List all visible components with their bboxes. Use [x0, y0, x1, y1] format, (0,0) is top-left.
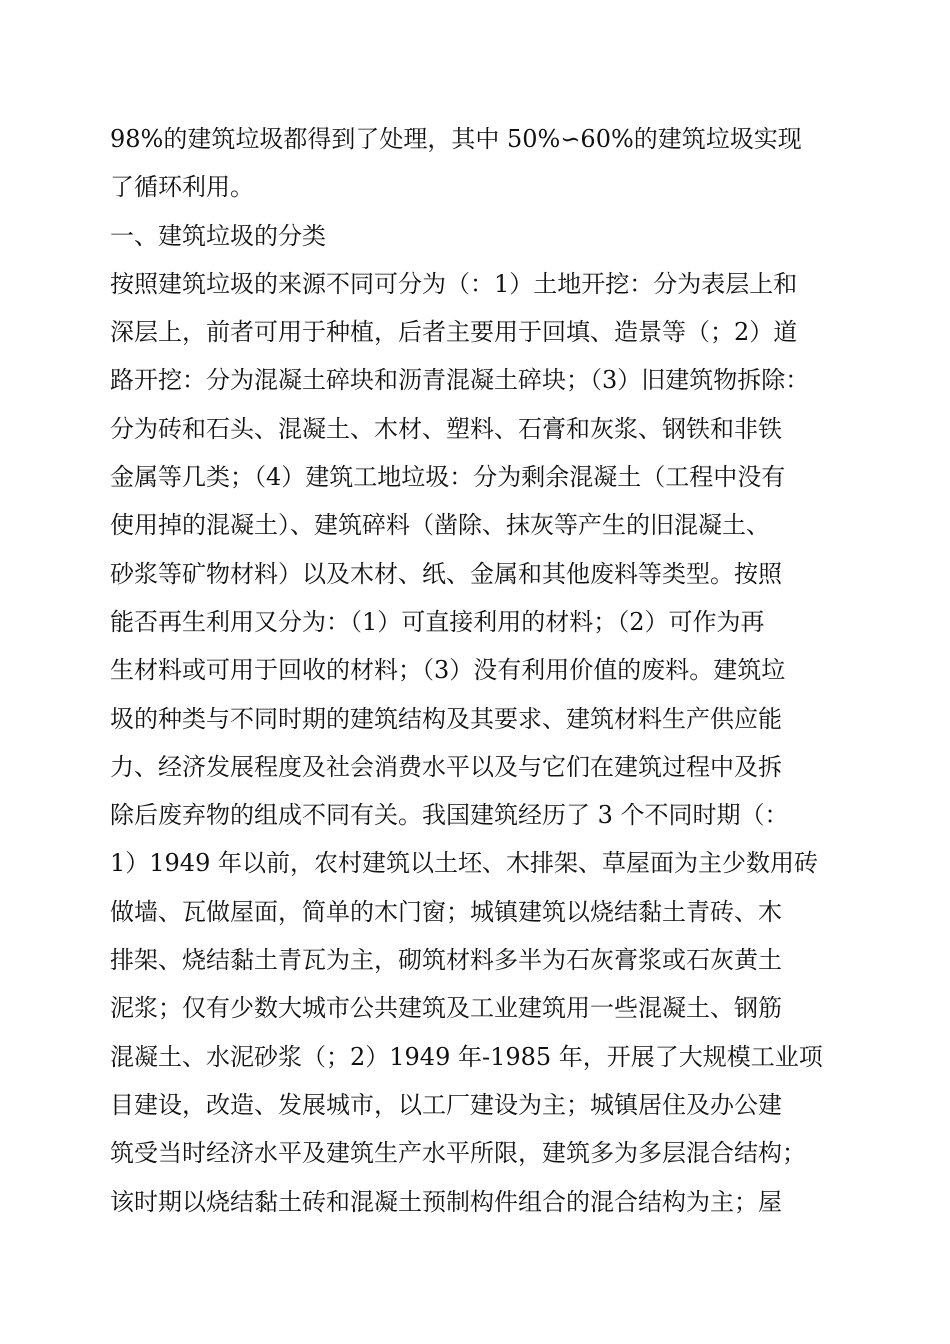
text-line: 生材料或可用于回收的材料；（3）没有利用价值的废料。建筑垃 [110, 656, 786, 685]
text-line: 深层上，前者可用于种植，后者主要用于回填、造景等（；2）道 [110, 318, 798, 347]
text-line: 砂浆等矿物材料）以及木材、纸、金属和其他废料等类型。按照 [110, 559, 782, 588]
text-line: 混凝土、水泥砂浆（；2）1949 年-1985 年，开展了大规模工业项 [110, 1042, 823, 1071]
text-line: 了循环利用。 [110, 173, 254, 202]
text-line: 金属等几类；（4）建筑工地垃圾：分为剩余混凝土（工程中没有 [110, 463, 786, 492]
text-line: 1）1949 年以前，农村建筑以土坯、木排架、草屋面为主少数用砖 [110, 849, 818, 878]
text-line: 路开挖：分为混凝土碎块和沥青混凝土碎块；（3）旧建筑物拆除： [110, 366, 810, 395]
text-line: 使用掉的混凝土）、建筑碎料（凿除、抹灰等产生的旧混凝土、 [110, 511, 770, 540]
text-line: 除后废弃物的组成不同有关。我国建筑经历了 3 个不同时期（： [110, 801, 789, 830]
text-line: 能否再生利用又分为：（1）可直接利用的材料；（2）可作为再 [110, 607, 765, 636]
text-line: 做墙、瓦做屋面，简单的木门窗；城镇建筑以烧结黏土青砖、木 [110, 897, 782, 926]
text-line: 该时期以烧结黏土砖和混凝土预制构件组合的混合结构为主；屋 [110, 1187, 782, 1216]
text-line: 目建设，改造、发展城市，以工厂建设为主；城镇居住及办公建 [110, 1090, 782, 1119]
section-heading: 一、建筑垃圾的分类 [110, 221, 326, 250]
text-line: 98%的建筑垃圾都得到了处理，其中 50%∽60%的建筑垃圾实现 [110, 125, 802, 153]
body-text [110, 115, 850, 1226]
text-line: 筑受当时经济水平及建筑生产水平所限，建筑多为多层混合结构； [110, 1139, 806, 1168]
text-line: 泥浆；仅有少数大城市公共建筑及工业建筑用一些混凝土、钢筋 [110, 994, 782, 1023]
text-line: 力、经济发展程度及社会消费水平以及与它们在建筑过程中及拆 [110, 752, 782, 781]
text-line: 分为砖和石头、混凝土、木材、塑料、石膏和灰浆、钢铁和非铁 [110, 414, 782, 443]
text-line: 排架、烧结黏土青瓦为主，砌筑材料多半为石灰膏浆或石灰黄土 [110, 946, 782, 975]
text-line: 圾的种类与不同时期的建筑结构及其要求、建筑材料生产供应能 [110, 704, 782, 733]
text-line: 按照建筑垃圾的来源不同可分为（：1）土地开挖：分为表层上和 [110, 269, 798, 298]
